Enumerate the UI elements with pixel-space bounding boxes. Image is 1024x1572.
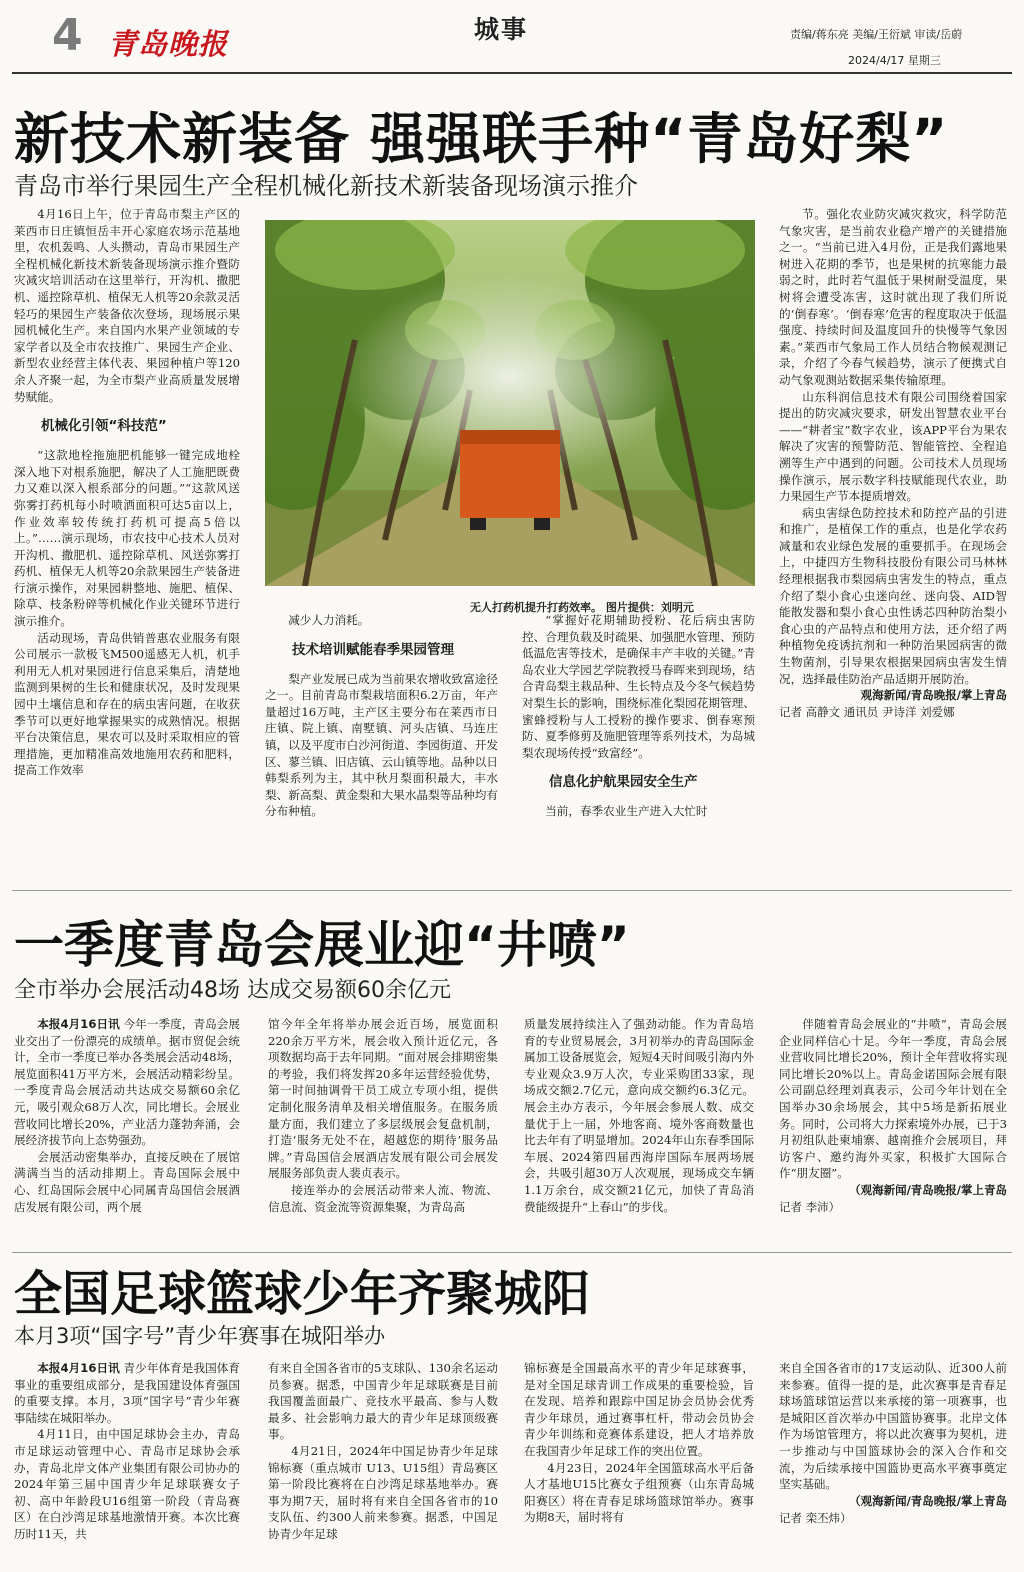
dateline: 本报4月16日讯 [37,1361,120,1375]
story1-column-4 [779,206,1007,878]
paragraph: 当前，春季农业生产进入大忙时 [545,804,708,819]
newspaper-logo: 青岛晚报 [108,27,229,61]
issue-date: 2024/4/17 星期三 [848,54,941,67]
paragraph: 来自全国各省市的17支运动队、近300人前来参赛。值得一提的是，此次赛事是青春足球场篮球馆运营以来承接的第一项赛事，也是城阳区首次举办中国篮协赛事。北岸文体作为场馆管理方，将以此次赛事为契机，进一步推动与中国篮球协会的深入合作和交流，为后续承接中国篮协更高水平赛事奠定坚实基础。 [779,1361,1007,1492]
paragraph: 4月21日，2024年中国足协青少年足球锦标赛（重点城市 U13、U15组）青岛赛区第一阶段比赛将在白沙湾足球基地举办。赛事为期7天，届时将有来自全国各省市的10支队伍、约300人前来参赛。据悉，中国足协青少年足球 [268,1443,498,1541]
story2-credit-outlet: （观海新闻/青岛晚报/掌上青岛 [849,1182,1007,1197]
paragraph: 梨产业发展已成为当前果农增收致富途径之一。目前青岛市梨栽培面积6.2万亩，年产量超过16万吨，主产区主要分布在莱西市日庄镇、院上镇、南墅镇、河头店镇、马连庄镇，以及平度市白沙河街道、李园街道、开发区、蓼兰镇、旧店镇、云山镇等地。品种以日韩梨系列为主，其中秋月梨面积最大，丰水梨、新高梨、黄金梨和大果水晶梨等品种均有分布种植。 [265,671,498,819]
story2-column-3 [524,1016,754,1242]
paragraph: 质量发展持续注入了强劲动能。作为青岛培育的专业贸易展会，3月初举办的青岛国际金属加工设备展览会，短短4天时间吸引海内外专业观众3.9万人次，专业采购团33家，现场成交额2.7亿元，意向成交额约6.3亿元。展会主办方表示，今年展会参展人数、成交量优于上一届，外地客商、境外客商数量也比去年有了明显增加。2024年山东春季国际车展、2024第四届西海岸国际车展两场展会，共吸引超30万人次观展，现场成交车辆1.1万余台，成交额21亿元，加快了青岛消费能级提升“上春山”的步伐。 [524,1017,754,1214]
photo-illustration [265,220,755,586]
photo-caption: 无人打药机提升打药效率。 图片提供：刘明元 [470,601,694,614]
paragraph: 会展活动密集举办，直接反映在了展馆满满当当的活动排期上。青岛国际会展中心、红岛国际会展中心同属青岛国信会展酒店发展有限公司，两个展 [14,1149,240,1214]
story3-credit-outlet: （观海新闻/青岛晚报/掌上青岛 [849,1493,1007,1508]
story1-column-3 [522,612,755,878]
header-rule [12,72,1012,74]
story3-headline: 全国足球篮球少年齐聚城阳 [14,1266,591,1322]
story1-subhead-1: 机械化引领“科技范” [41,418,167,435]
paragraph-text: 今年一季度，青岛会展业交出了一份漂亮的成绩单。据市贸促会统计，全市一季度已举办各类展会活动48场，展览面积41万平方米，会展活动精彩纷呈。一季度青岛会展活动共达成交易额60余亿元，吸引观众68万人次，同比增长。会展业营收同比增长20%，产业活力蓬勃奔涌，会展经济拔节向上态势强劲。 [14,1017,240,1148]
story1-credit-reporters: 记者 高静文 通讯员 尹诗洋 刘爱娜 [779,705,955,720]
story3-column-2 [268,1360,498,1566]
story1-subhead-3: 信息化护航果园安全生产 [549,774,698,791]
paragraph: 4月16日上午，位于青岛市梨主产区的莱西市日庄镇恒岳丰开心家庭农场示范基地里，农机轰鸣、人头攒动，青岛市果园生产全程机械化新技术新装备现场演示推介暨防灾减灾培训活动在这里举行，开沟机、撒肥机、遥控除草机、植保无人机等20余款灵活轻巧的果园生产装备依次登场，现场展示果园机械化生产。来自国内水果产业领域的专家学者以及全市农技推广、果园生产企业、新型农业经营主体代表、果园种植户等120余人齐聚一起，为全市梨产业高质量发展增势赋能。 [14,207,240,404]
paragraph: “这款地栓拖施肥机能够一键完成地栓深入地下对根系施肥，解决了人工施肥既费力又难以深入根系部分的问题。”“这款风送弥雾打药机每小时喷洒面积可达5亩以上，作业效率较传统打药机可提高5倍以上。”……演示现场，市农技中心技术人员对开沟机、撒肥机、遥控除草机、风送弥雾打药机、植保无人机等20余款果园生产装备进行演示操作，对果园耕整地、施肥、植保、除草、枝条粉碎等机械化作业关键环节进行演示推介。 [14,448,240,629]
paragraph: 馆今年全年将举办展会近百场，展览面积220余万平方米，展会收入预计近亿元，各项数据均高于去年同期。“面对展会排期密集的考验，我们将发挥20多年运营经验优势，第一时间抽调骨干员工成立专项小组，提供定制化服务清单及相关增值服务。在服务质量方面，我们建立了多层级展会复盘机制，打造‘服务无处不在，超越您的期待’服务品牌。”青岛国信会展酒店发展有限公司会展发展服务部负责人裴贞表示。 [268,1017,498,1181]
paragraph: 活动现场，青岛供销普惠农业服务有限公司展示一款极飞M500遥感无人机，机手利用无人机对果园进行信息采集后，清楚地监测到果树的生长和健康状况，及时发现果园中土壤信息和存在的病虫害问题，在收获季节可以更好地掌握果实的成熟情况。根据平台决策信息，果农可以及时采取相应的管理措施，更加精准高效地施用农药和肥料，提高工作效率 [14,630,240,778]
story2-headline: 一季度青岛会展业迎“井喷” [14,916,630,974]
paragraph [14,1360,240,1426]
paragraph [14,1016,240,1149]
story3-column-1 [14,1360,240,1566]
story1-subhead-2: 技术培训赋能春季果园管理 [292,641,454,658]
dateline: 本报4月16日讯 [37,1017,120,1031]
divider [12,890,1012,891]
paragraph: 锦标赛是全国最高水平的青少年足球赛事，是对全国足球青训工作成果的重要检验，旨在发现、培养和跟踪中国足协会员协会优秀青少年球员，通过赛事杠杆，带动会员协会青少年训练和竞赛体系建设，把人才培养放在我国青少年足球工作的突出位置。 [524,1361,754,1458]
paragraph: 减少人力消耗。 [288,613,370,627]
paragraph-text: 青少年体育是我国体育事业的重要组成部分，是我国建设体育强国的重要支撑。本月，3项“国字号”青少年赛事陆续在城阳举办。 [14,1361,240,1425]
paragraph: 有来自全国各省市的5支球队、130余名运动员参赛。据悉，中国青少年足球联赛是目前我国覆盖面最广、竞技水平最高、参与人数最多、社会影响力最大的青少年足球顶级赛事。 [268,1361,498,1442]
story1-column-1 [14,206,240,878]
paragraph: 节。强化农业防灾减灾救灾，科学防范气象灾害，是当前农业稳产增产的关键措施之一。“当前已进入4月份，正是我们露地果树进入花期的季节，也是果树的抗寒能力最弱之时，此时若气温低于果树耐受温度，果树将会遭受冻害，这时就出现了我们所说的‘倒春寒’。‘倒春寒’危害的程度取决于低温强度、持续时间及温度回升的快慢等气象因素。”莱西市气象局工作人员结合物候观测记录，介绍了今春气候趋势，演示了便携式自动气象观测站数据采集传输原理。 [779,207,1007,387]
story3-subheadline: 本月3项“国字号”青少年赛事在城阳举办 [14,1324,386,1348]
paragraph: 山东科润信息技术有限公司围绕着国家提出的防灾减灾要求，研发出智慧农业平台——“耕者宝”数字农业，该APP平台为果农解决了灾害的预警防范、智能管控、全程追溯等生产中遇到的问题。公司技术人员现场操作演示，展示数字科技赋能现代农业，助力果园生产节本提质增效。 [779,389,1007,504]
orchard-sprayer-photo [265,220,755,586]
story1-column-2 [265,612,498,878]
story3-column-4 [779,1360,1007,1566]
editors-line: 责编/蒋东亮 美编/王衍斌 审读/岳蔚 [790,28,963,41]
paragraph: “掌握好花期辅助授粉、花后病虫害防控、合理负载及时疏果、加强肥水管理、预防低温危害等技术，是确保丰产丰收的关键。”青岛农业大学园艺学院教授马春晖来到现场，结合青岛梨主栽品种、生长特点及今冬气候趋势对梨生长的影响，围绕标准化梨园花期管理、蜜蜂授粉与人工授粉的操作要求、倒春寒预防、夏季修剪及施肥管理等系列技术，为岛城梨农现场传授“致富经”。 [522,613,755,760]
story1-subheadline: 青岛市举行果园生产全程机械化新技术新装备现场演示推介 [14,172,638,200]
paragraph: 病虫害绿色防控技术和防控产品的引进和推广，是植保工作的重点，也是化学农药减量和农业绿色发展的重要抓手。在现场会上，中捷四方生物科技股份有限公司马林林经理根据我市梨园病虫害发生的特点，重点介绍了梨小食心虫迷向丝、迷向袋、AID智能散发器和梨小食心虫性诱芯四种防治梨小食心虫的产品特点和使用方法，还介绍了两种植物免疫诱抗剂和一种防治果园病害的微生物菌剂，引导果农根据果园病虫害发生情况，选择最佳防治产品适期开展防治。 [779,505,1007,686]
story2-column-1 [14,1016,240,1242]
paragraph: 4月11日，由中国足球协会主办，青岛市足球运动管理中心、青岛市足球协会承办，青岛北岸文体产业集团有限公司协办的2024年第三届中国青少年足球联赛女子初、高中年龄段U16组第一阶段（青岛赛区）在白沙湾足球基地激情开赛。本次比赛历时11天，共 [14,1427,240,1541]
story2-credit-reporter: 记者 李沛） [779,1199,841,1214]
paragraph: 伴随着青岛会展业的“井喷”，青岛会展企业同样信心十足。今年一季度，青岛会展业营收同比增长20%，预计全年营收将实现同比增长20%以上。青岛金诺国际会展有限公司副总经理刘真表示，公司今年计划在全国举办30余场展会，其中5场是新拓展业务。同时，公司将大力探索境外办展，已于3月初组队赴柬埔寨、越南推介会展项目，拜访客户、邀约海外买家，积极扩大国际合作“朋友圈”。 [779,1017,1007,1181]
paragraph: 4月23日，2024年全国篮球高水平后备人才基地U15比赛女子组预赛（山东青岛城阳赛区）将在青春足球场篮球馆举办。赛事为期8天，届时将有 [524,1460,754,1525]
story1-credit-outlet: 观海新闻/青岛晚报/掌上青岛 [860,688,1007,703]
story2-column-2 [268,1016,498,1242]
paragraph: 接连举办的会展活动带来人流、物流、信息流、资金流等资源集聚，为青岛高 [268,1182,498,1214]
story3-column-3 [524,1360,754,1566]
story1-headline: 新技术新装备 强强联手种“青岛好梨” [14,107,949,171]
story3-credit-reporter: 记者 栾丕炜） [779,1510,852,1525]
divider [12,1252,1012,1253]
section-title: 城事 [474,15,529,44]
story2-column-4 [779,1016,1007,1242]
story2-subheadline: 全市举办会展活动48场 达成交易额60余亿元 [14,978,451,1003]
page-number: 4 [52,10,83,61]
